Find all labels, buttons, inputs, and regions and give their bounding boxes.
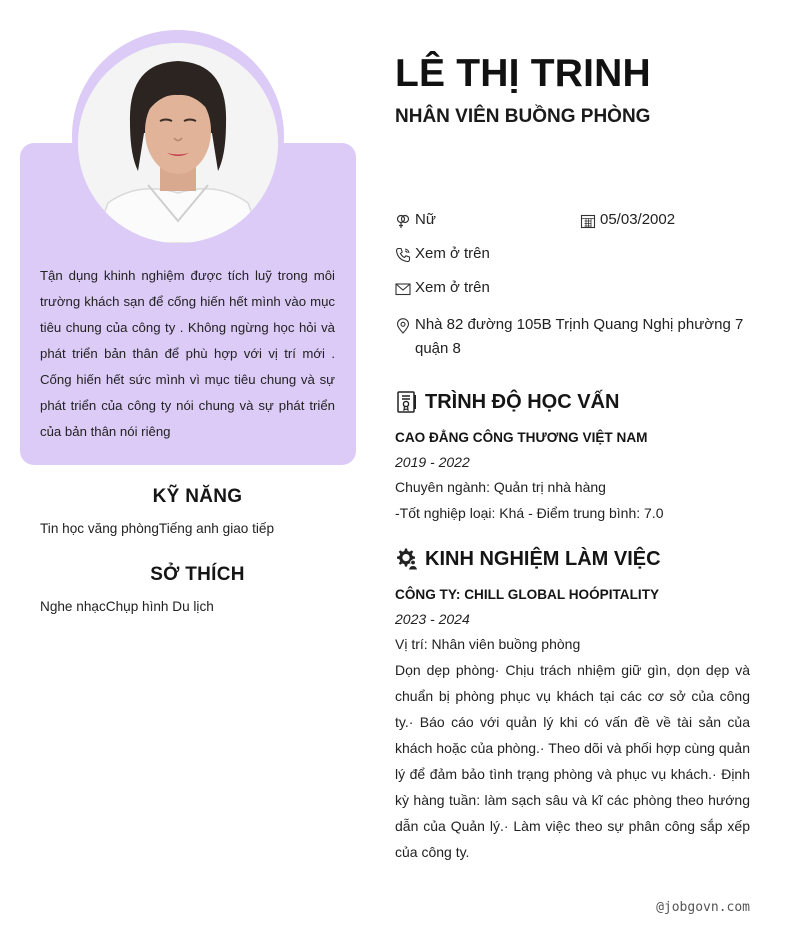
skills-heading: KỸ NĂNG (152, 486, 243, 507)
experience-role: Vị trí: Nhân viên buồng phòng (395, 636, 581, 652)
school-name: CAO ĐẲNG CÔNG THƯƠNG VIỆT NAM (395, 430, 648, 445)
email-value: Xem ở trên (415, 279, 490, 296)
info-address (395, 313, 755, 361)
company-name: CÔNG TY: CHILL GLOBAL HOÓPITALITY (395, 587, 660, 602)
gender-icon (395, 213, 411, 229)
education-grade: -Tốt nghiệp loại: Khá - Điểm trung bình: 7.0 (395, 505, 664, 521)
hobbies-heading: SỞ THÍCH (150, 564, 245, 585)
info-email (395, 279, 490, 297)
candidate-position: NHÂN VIÊN BUỒNG PHÒNG (395, 106, 651, 127)
phone-icon (395, 247, 411, 263)
experience-block (395, 583, 750, 865)
watermark: @jobgovn.com (656, 900, 750, 915)
experience-description: Dọn dẹp phòng· Chịu trách nhiệm giữ gìn, dọn dẹp và chuẩn bị phòng phục vụ khách tại các cơ sở của công ty.· Báo cáo với quản lý khi có vấn đề về tài sản của khách hoặc của phòng.· Theo dõi và phối hợp cùng quản lý để đảm bảo tình trạng phòng và phục vụ khách.· Định kỳ hàng tuần: làm sạch sâu và kĩ các phòng theo hướng dẫn của Quản lý.· Làm việc theo sự phân công sắp xếp của công ty. (395, 662, 750, 860)
avatar (78, 43, 278, 243)
profile-summary: Tận dụng khinh nghiệm được tích luỹ trong môi trường khách sạn để cống hiến hết mình vào mục tiêu chung của công ty . Không ngừng học hỏi và phát triển bản thân để phù hợp với vị trí mới . Cống hiến hết sức mình vì mục tiêu chung và sự phát triển của công ty nói chung và sự phát triển của bản thân nói riêng (40, 268, 335, 439)
education-heading (395, 390, 619, 414)
education-dates: 2019 - 2022 (395, 454, 470, 470)
experience-dates: 2023 - 2024 (395, 611, 470, 627)
map-pin-icon (395, 318, 411, 334)
address-value: Nhà 82 đường 105B Trịnh Quang Nghị phường 7 quận 8 (415, 316, 744, 357)
skills-text: Tin học văng phòngTiếng anh giao tiếp (40, 521, 275, 536)
education-title: TRÌNH ĐỘ HỌC VẤN (425, 390, 620, 413)
gender-value: Nữ (415, 211, 436, 228)
avatar-photo (78, 43, 278, 243)
envelope-icon (395, 281, 411, 297)
certificate-icon (395, 390, 419, 414)
info-gender (395, 211, 436, 229)
experience-title: KINH NGHIỆM LÀM VIỆC (425, 547, 661, 570)
education-block (395, 426, 750, 526)
phone-value: Xem ở trên (415, 245, 490, 262)
gear-person-icon (395, 547, 419, 571)
info-dob (580, 211, 675, 229)
candidate-name: LÊ THỊ TRINH (395, 52, 651, 95)
hobbies-text: Nghe nhạcChụp hình Du lịch (40, 599, 214, 614)
info-phone (395, 245, 490, 263)
education-major: Chuyên ngành: Quản trị nhà hàng (395, 479, 606, 495)
dob-value: 05/03/2002 (600, 211, 676, 228)
calendar-icon (580, 213, 596, 229)
experience-heading (395, 547, 661, 571)
